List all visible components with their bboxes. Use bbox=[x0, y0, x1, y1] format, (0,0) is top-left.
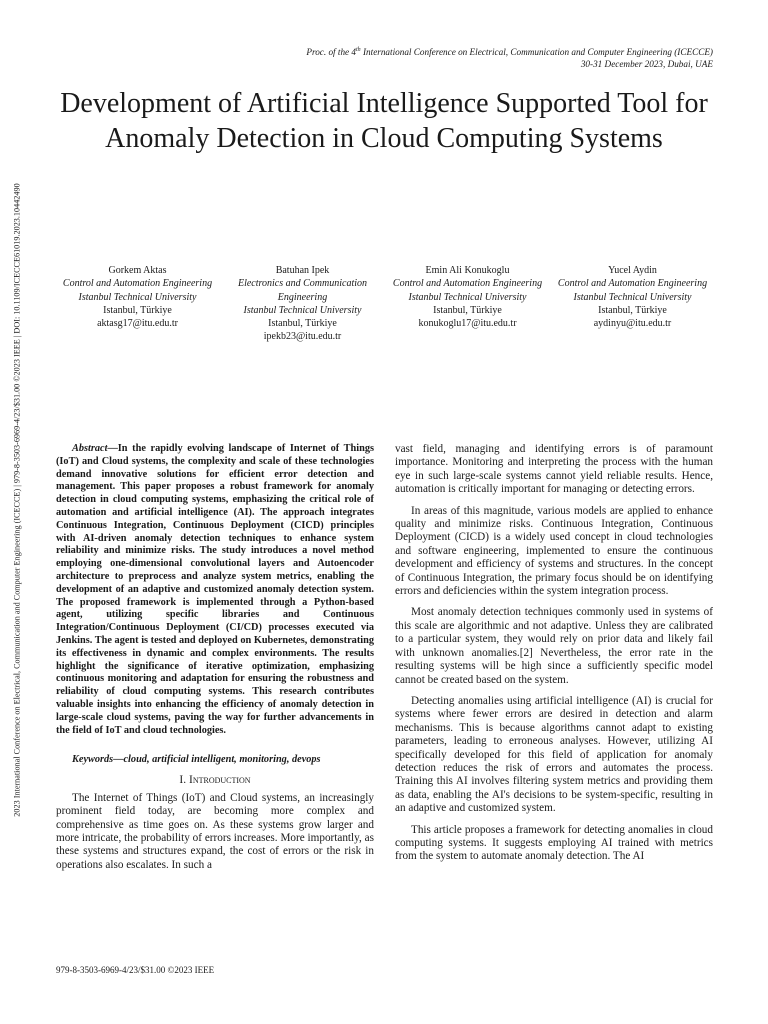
paper-title: Development of Artificial Intelligence Supported Tool for Anomaly Detection in Cloud Computing Systems bbox=[60, 88, 708, 154]
paragraph: vast field, managing and identifying errors is of paramount importance. Monitoring and interpreting the process with the human eye in such large-scale systems cannot yield reliable results. Hence, automation is critically important for managing or detecting errors. bbox=[395, 443, 713, 496]
doi-side-strip bbox=[9, 110, 25, 890]
author-city: Istanbul, Türkiye bbox=[103, 304, 172, 316]
author-city: Istanbul, Türkiye bbox=[598, 304, 667, 316]
abstract-text: —In the rapidly evolving landscape of Internet of Things (IoT) and Cloud systems, the complexity and scale of these technologies demand innovative solutions for efficient error detection and management. This paper proposes a robust framework for anomaly detection in cloud computing systems, emphasizing the critical role of automation and artificial intelligence (AI). The approach integrates Continuous Integration, Continuous Deployment (CICD) principles with AI-driven anomaly detection techniques to enhance system reliability and minimize risks. The study introduces a novel method employing one-dimensional convolutional layers and Autoencoder architecture to preprocess and analyze system metrics, enabling the development of an adaptive and customized anomaly detection system. The proposed framework is implemented through a Python-based agent, utilizing specific libraries and Continuous Integration/Continuous Deployment (CI/CD) processes executed via Jenkins. The agent is tested and deployed on Kubernetes, demonstrating its effectiveness in dynamic and complex environments. The results highlight the significance of iterative optimization, emphasizing continuous monitoring and adaptation for ensuring the robustness and reliability of cloud computing systems. This research contributes valuable insights into enhancing the efficiency of anomaly detection in large-scale cloud systems, paving the way for further advancements in the field of IoT and cloud technologies. bbox=[56, 443, 374, 736]
author-email: ipekb23@itu.edu.tr bbox=[263, 331, 342, 343]
author-2 bbox=[220, 264, 385, 344]
right-column bbox=[395, 443, 713, 872]
paragraph: Detecting anomalies using artificial intelligence (AI) is crucial for systems where fewer errors are desired in detection and alarm mechanisms. This is because algorithms cannot adapt to existing parameters, leading to erroneous analyses. However, utilizing AI specifically developed for this field of application for anomaly detection reduces the risk of errors and automates the process. Training this AI involves filtering system metrics and providing them as data, enabling the AI's decisions to be system-specific, resulting in an adaptive and customized system. bbox=[395, 694, 713, 815]
author-univ: Istanbul Technical University bbox=[408, 291, 527, 303]
copyright-footer: 979-8-3503-6969-4/23/$31.00 ©2023 IEEE bbox=[56, 965, 215, 975]
author-name: Emin Ali Konukoglu bbox=[425, 265, 510, 276]
author-email: aktasg17@itu.edu.tr bbox=[97, 318, 178, 330]
author-dept: Control and Automation Engineering bbox=[557, 278, 708, 290]
paragraph: Most anomaly detection techniques commonly used in systems of this scale are algorithmic and not adaptive. Unless they are calibrated to a particular system, they would rely on prior data and likely fail with unknown anomalies.[2] Nevertheless, the error rate in the resulting systems will be high since a sufficiently specific model cannot be created based on the system. bbox=[395, 606, 713, 686]
paragraph: This article proposes a framework for detecting anomalies in cloud computing systems. It suggests employing AI trained with metrics from the system to automate anomaly detection. The AI bbox=[395, 823, 713, 863]
author-dept: Electronics and Communication Engineering bbox=[237, 278, 368, 303]
author-4 bbox=[550, 264, 715, 344]
author-3 bbox=[385, 264, 550, 344]
conference-header bbox=[306, 45, 713, 70]
author-dept: Control and Automation Engineering bbox=[62, 278, 213, 290]
conference-line-2: 30-31 December 2023, Dubai, UAE bbox=[580, 58, 713, 69]
left-column bbox=[56, 443, 374, 880]
section-title: Introduction bbox=[188, 774, 251, 787]
doi-side-text: 2023 International Conference on Electrical, Communication and Computer Engineering (ICECCE) | 979-8-3503-6969-4/23/$31.00 ©2023 IEEE | DOI: 10.1109/ICECCE61019.2023.10442490 bbox=[12, 183, 22, 817]
conference-line-1: Proc. of the 4th International Conference on Electrical, Communication and Computer Engineering (ICECCE) bbox=[306, 47, 713, 58]
author-email: konukoglu17@itu.edu.tr bbox=[418, 318, 517, 330]
abstract bbox=[56, 443, 374, 737]
keywords: Keywords—cloud, artificial intelligent, monitoring, devops bbox=[72, 754, 321, 766]
author-name: Yucel Aydin bbox=[608, 265, 657, 276]
author-email: aydinyu@itu.edu.tr bbox=[593, 318, 672, 330]
abstract-lead: Abstract bbox=[72, 443, 108, 454]
author-city: Istanbul, Türkiye bbox=[268, 318, 337, 330]
section-number: I. bbox=[179, 774, 187, 787]
author-dept: Control and Automation Engineering bbox=[392, 278, 543, 290]
author-name: Batuhan Ipek bbox=[275, 265, 330, 276]
author-univ: Istanbul Technical University bbox=[78, 291, 197, 303]
author-univ: Istanbul Technical University bbox=[243, 304, 362, 316]
author-block bbox=[55, 264, 715, 344]
section-heading bbox=[56, 774, 374, 787]
author-name: Gorkem Aktas bbox=[108, 265, 167, 276]
author-1 bbox=[55, 264, 220, 344]
author-city: Istanbul, Türkiye bbox=[433, 304, 502, 316]
paragraph: In areas of this magnitude, various models are applied to enhance quality and minimize risks. Continuous Integration, Continuous Deployment (CICD) is a widely used concept in cloud technologies and software engineering, implemented to ensure the continuous development and efficiency of systems and structures. In the concept of Continuous Integration, the primary focus should be on identifying errors and deficiencies within the system integration process. bbox=[395, 504, 713, 598]
paragraph: The Internet of Things (IoT) and Cloud systems, an increasingly prominent field today, are becoming more complex and comprehensive as time goes on. As these systems grow larger and more intricate, the probability of errors increases. More importantly, as these systems and structures expand, the cost of errors or the risk in operations also escalates. In such a bbox=[56, 791, 374, 871]
author-univ: Istanbul Technical University bbox=[573, 291, 692, 303]
